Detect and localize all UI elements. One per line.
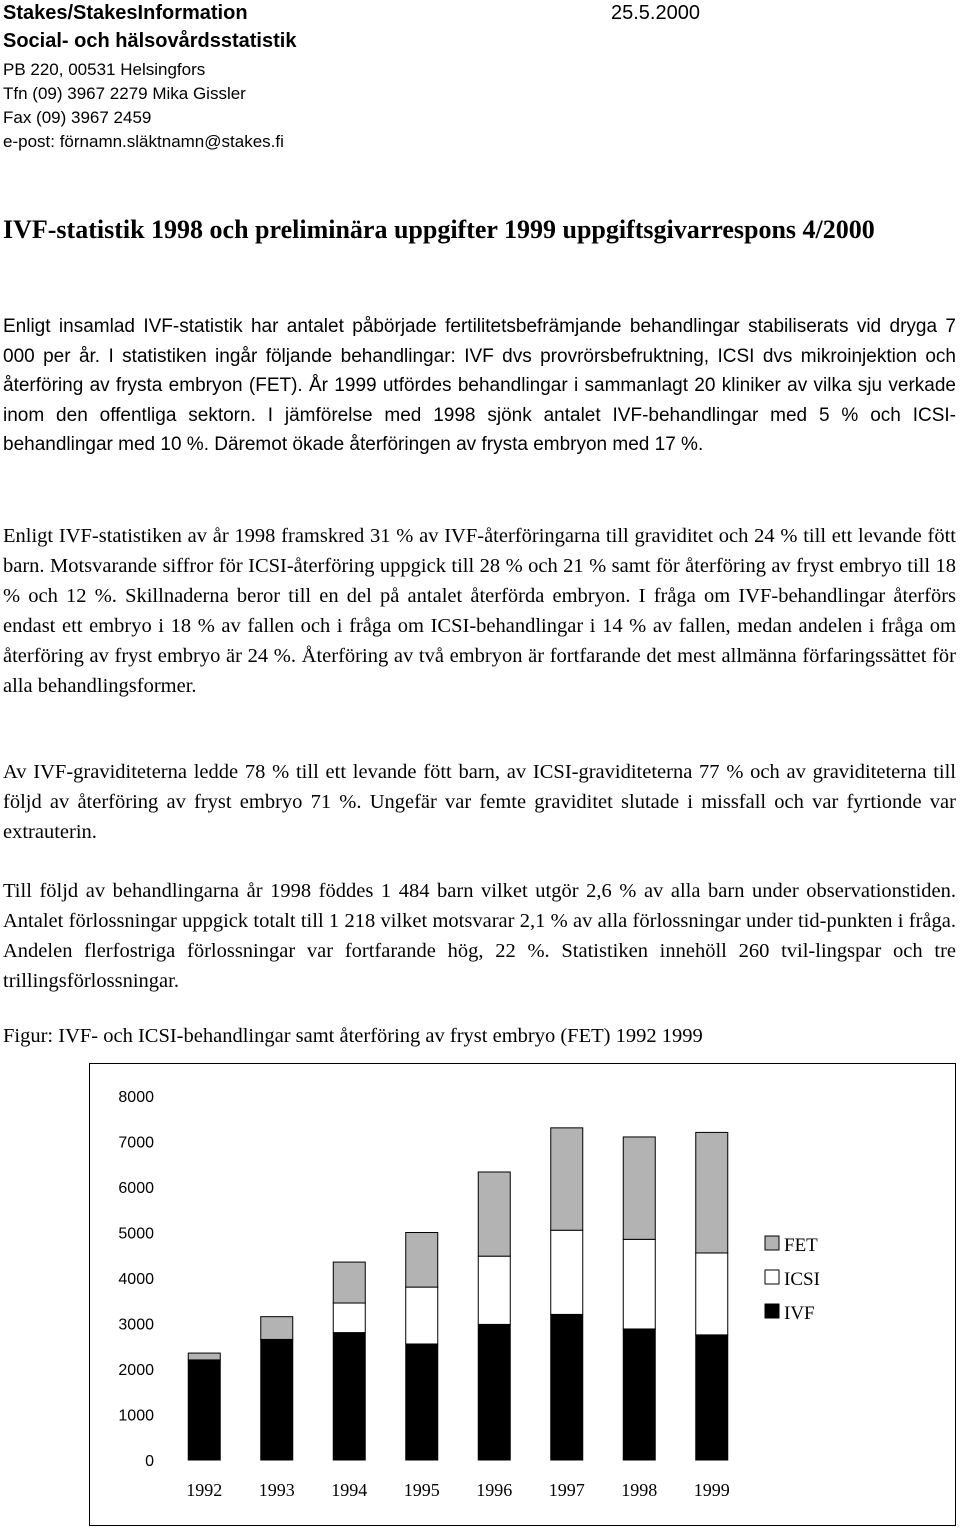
bar-segment-fet — [478, 1172, 510, 1256]
legend-label-ivf: IVF — [784, 1303, 815, 1324]
bar-segment-fet — [333, 1262, 365, 1303]
bar-segment-ivf — [406, 1344, 438, 1460]
bar-segment-fet — [188, 1353, 220, 1360]
bar-segment-ivf — [261, 1339, 293, 1460]
legend-label-icsi: ICSI — [784, 1269, 820, 1290]
header-org: Stakes/StakesInformation — [3, 2, 248, 24]
bar-segment-fet — [696, 1132, 728, 1253]
bar-segment-ivf — [478, 1324, 510, 1460]
y-tick-label: 3000 — [118, 1316, 154, 1334]
bar-segment-icsi — [551, 1230, 583, 1314]
legend-swatch-icsi — [765, 1270, 779, 1284]
bar-segment-fet — [261, 1317, 293, 1340]
bar-segment-fet — [551, 1128, 583, 1230]
paragraph-1: Enligt insamlad IVF-statistik har antalet påbörjade fertilitetsbefrämjande behandlingar stabiliserats vid dryga 7 000 per år. I statistiken ingår följande behandlingar: IVF dvs provrörsbefruktning, ICSI dvs mikroinjektion och återföring av frysta embryon (FET). År 1999 utfördes behandlingar i sammanlagt 20 kliniker av vilka sju verkade inom den offentliga sektorn. I jämförelse med 1998 sjönk antalet IVF-behandlingar med 5 % och ICSI-behandlingar med 10 %. Däremot ökade återföringen av frysta embryon med 17 %. — [3, 316, 956, 455]
document-title: IVF-statistik 1998 och preliminära uppgifter 1999 uppgiftsgivarrespons 4/2000 — [3, 215, 875, 244]
x-tick-label: 1994 — [331, 1480, 368, 1500]
header-address: PB 220, 00531 Helsingfors — [3, 60, 206, 79]
bar-segment-fet — [623, 1137, 655, 1239]
header-dept: Social- och hälsovårdsstatistik — [3, 30, 297, 52]
bar-segment-fet — [406, 1233, 438, 1288]
bar-segment-ivf — [696, 1335, 728, 1460]
legend-label-fet: FET — [784, 1235, 818, 1256]
header-phone: Tfn (09) 3967 2279 Mika Gissler — [3, 84, 246, 103]
legend-swatch-ivf — [765, 1304, 779, 1318]
paragraph-3: Av IVF-graviditeterna ledde 78 % till ett levande fött barn, av ICSI-graviditeterna 77 % och av graviditeterna till följd av återföring av fryst embryo 71 %. Ungefär var femte graviditet slutade i missfall och var fyrtionde var extrauterin. — [3, 761, 956, 843]
legend-swatch-fet — [765, 1236, 779, 1250]
bar-segment-icsi — [478, 1256, 510, 1324]
y-tick-label: 6000 — [118, 1180, 154, 1197]
x-tick-label: 1999 — [693, 1480, 730, 1500]
x-tick-label: 1998 — [621, 1480, 658, 1500]
bar-segment-icsi — [406, 1287, 438, 1344]
x-tick-label: 1996 — [476, 1480, 513, 1500]
x-tick-label: 1997 — [548, 1480, 585, 1500]
bar-segment-ivf — [623, 1329, 655, 1460]
header-fax: Fax (09) 3967 2459 — [3, 108, 152, 127]
bar-segment-icsi — [623, 1239, 655, 1329]
bar-segment-ivf — [551, 1314, 583, 1460]
y-tick-label: 7000 — [118, 1134, 154, 1152]
paragraph-4: Till följd av behandlingarna år 1998 föddes 1 484 barn vilket utgör 2,6 % av alla barn under observationstiden. Antalet förlossningar uppgick totalt till 1 218 vilket motsvarar 2,1 % av alla förlossningar under tid-punkten i fråga. Andelen flerfostriga förlossningar var fortfarande hög, 22 %. Statistiken innehöll 260 tvil-lingspar och tre trillingsförlossningar. — [3, 880, 956, 992]
y-tick-label: 4000 — [118, 1271, 154, 1288]
y-tick-label: 1000 — [118, 1407, 154, 1425]
bar-segment-ivf — [188, 1360, 220, 1460]
figure-caption: Figur: IVF- och ICSI-behandlingar samt återföring av fryst embryo (FET) 1992 1999 — [3, 1025, 703, 1047]
x-tick-label: 1995 — [403, 1480, 440, 1500]
bar-segment-icsi — [333, 1303, 365, 1333]
header-email: e-post: förnamn.släktnamn@stakes.fi — [3, 132, 284, 151]
y-tick-label: 5000 — [118, 1225, 154, 1243]
y-tick-label: 2000 — [118, 1362, 154, 1379]
bar-segment-ivf — [333, 1333, 365, 1460]
y-tick-label: 0 — [145, 1453, 154, 1470]
y-tick-label: 8000 — [118, 1089, 154, 1106]
paragraph-2: Enligt IVF-statistiken av år 1998 framskred 31 % av IVF-återföringarna till graviditet och 24 % till ett levande fött barn. Motsvarande siffror för ICSI-återföring uppgick till 28 % och 21 % samt för återföring av fryst embryo till 18 % och 12 %. Skillnaderna beror till en del på antalet återförda embryon. I fråga om IVF-behandlingar återförs endast ett embryo i 18 % av fallen och i fråga om ICSI-behandlingar i 14 % av fallen, medan andelen i fråga om återföring av fryst embryo är 24 %. Återföring av två embryon är fortfarande det mest allmänna förfaringssättet för alla behandlingsformer. — [3, 525, 956, 697]
header-date: 25.5.2000 — [611, 2, 700, 24]
x-tick-label: 1992 — [186, 1480, 223, 1500]
x-tick-label: 1993 — [258, 1480, 295, 1500]
bar-segment-icsi — [696, 1253, 728, 1335]
